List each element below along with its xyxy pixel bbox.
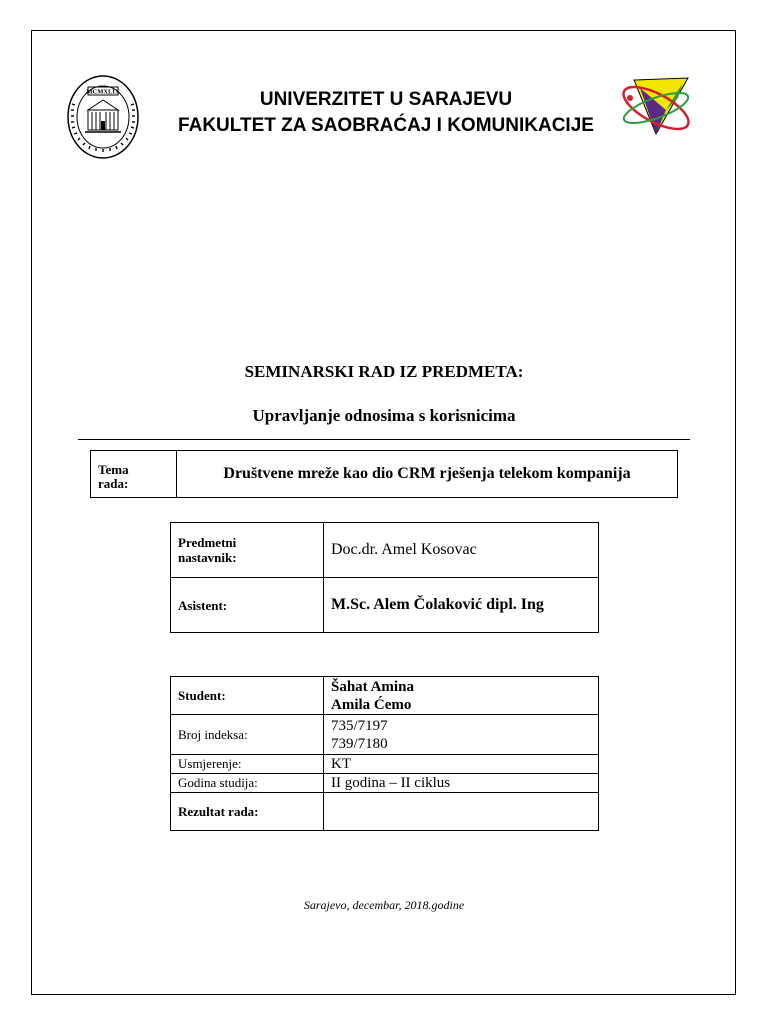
assistant-value [324, 578, 599, 633]
year-row [171, 774, 599, 793]
professor-value: Doc.dr. Amel Kosovac [324, 523, 599, 578]
result-value [324, 793, 599, 831]
subject-name: Upravljanje odnosima s korisnicima [252, 406, 516, 425]
index-row [171, 715, 599, 755]
result-row [171, 793, 599, 831]
seminar-title: SEMINARSKI RAD IZ PREDMETA: [244, 362, 524, 381]
place-and-date: Sarajevo, decembar, 2018.godine [303, 898, 465, 912]
student-table [170, 676, 599, 831]
professor-label-line1: Predmetni [178, 535, 237, 550]
track-row [171, 755, 599, 774]
topic-table [90, 450, 678, 498]
page-border [31, 30, 736, 995]
professor-label [171, 523, 324, 578]
student-row [171, 677, 599, 715]
topic-label-line1: Tema [98, 462, 129, 477]
professor-row [171, 523, 599, 578]
topic-label [91, 451, 177, 498]
result-label: Rezultat rada: [171, 793, 324, 831]
assistant-row [171, 578, 599, 633]
topic-row [91, 451, 678, 498]
year-value: II godina – II ciklus [324, 774, 599, 793]
faculty-name: FAKULTET ZA SAOBRAĆAJ I KOMUNIKACIJE [178, 115, 594, 136]
title-divider [78, 439, 690, 440]
university-seal-icon [66, 74, 140, 160]
university-name: UNIVERZITET U SARAJEVU [259, 89, 513, 110]
topic-label-line2: rada: [98, 476, 129, 491]
faculty-triangle-logo-icon [616, 68, 698, 150]
track-value: KT [324, 755, 599, 774]
mentors-table [170, 522, 599, 633]
professor-label-line2: nastavnik: [178, 550, 237, 565]
track-label: Usmjerenje: [171, 755, 324, 774]
index-number-2: 739/7180 [331, 735, 388, 752]
assistant-name: M.Sc. Alem Čolaković dipl. Ing [331, 596, 544, 613]
index-number-1: 735/7197 [331, 717, 388, 734]
student-name-1: Šahat Amina [331, 678, 414, 695]
assistant-label: Asistent: [171, 578, 324, 633]
year-label: Godina studija: [171, 774, 324, 793]
institution-heading [160, 87, 612, 139]
index-label: Broj indeksa: [171, 715, 324, 755]
student-label: Student: [171, 677, 324, 715]
student-value [324, 677, 599, 715]
student-name-2: Amila Ćemo [331, 696, 412, 713]
topic-value: Društvene mreže kao dio CRM rješenja telekom kompanija [177, 451, 678, 498]
svg-text:MCMXLIX: MCMXLIX [86, 88, 120, 96]
index-value [324, 715, 599, 755]
